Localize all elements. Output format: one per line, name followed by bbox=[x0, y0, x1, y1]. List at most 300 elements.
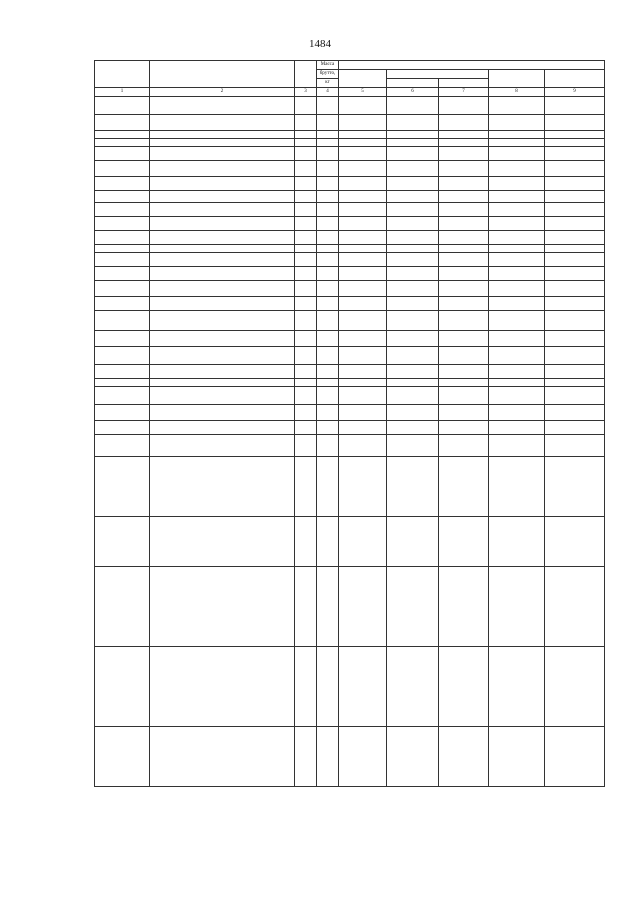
table-cell-current bbox=[339, 311, 387, 331]
table-cell-feb bbox=[439, 161, 489, 177]
table-cell-name bbox=[150, 267, 295, 281]
table-cell-feb bbox=[439, 245, 489, 253]
table-cell-q4 bbox=[545, 217, 605, 231]
table-row bbox=[95, 311, 605, 331]
table-cell-current bbox=[339, 253, 387, 267]
table-cell-code bbox=[95, 177, 150, 191]
table-cell-q3 bbox=[489, 379, 545, 387]
table-cell-code bbox=[95, 365, 150, 379]
column-number: 5 bbox=[339, 88, 387, 97]
table-cell-code bbox=[95, 147, 150, 161]
table-cell-current bbox=[339, 217, 387, 231]
table-cell-name bbox=[150, 727, 295, 787]
table-cell-mass bbox=[317, 727, 339, 787]
table-cell-unit bbox=[295, 231, 317, 245]
table-cell-code bbox=[95, 331, 150, 347]
table-cell-jan bbox=[387, 177, 439, 191]
table-cell-code bbox=[95, 139, 150, 147]
table-cell-code bbox=[95, 311, 150, 331]
table-cell-feb bbox=[439, 365, 489, 379]
table-cell-mass bbox=[317, 161, 339, 177]
table-cell-feb bbox=[439, 191, 489, 203]
table-cell-current bbox=[339, 245, 387, 253]
table-cell-jan bbox=[387, 331, 439, 347]
table-cell-q3 bbox=[489, 191, 545, 203]
table-cell-unit bbox=[295, 203, 317, 217]
table-cell-current bbox=[339, 457, 387, 517]
header-row-1 bbox=[95, 61, 605, 70]
table-cell-current bbox=[339, 191, 387, 203]
table-cell-name bbox=[150, 435, 295, 457]
table-cell-name bbox=[150, 281, 295, 297]
table-cell-feb bbox=[439, 347, 489, 365]
table-cell-unit bbox=[295, 161, 317, 177]
table-cell-name bbox=[150, 365, 295, 379]
table-cell-name bbox=[150, 253, 295, 267]
table-cell-q4 bbox=[545, 387, 605, 405]
table-row bbox=[95, 267, 605, 281]
table-cell-current bbox=[339, 421, 387, 435]
table-cell-mass bbox=[317, 347, 339, 365]
column-number: 4 bbox=[317, 88, 339, 97]
table-cell-unit bbox=[295, 421, 317, 435]
table-cell-jan bbox=[387, 379, 439, 387]
table-cell-jan bbox=[387, 281, 439, 297]
table-cell-q4 bbox=[545, 331, 605, 347]
table-cell-current bbox=[339, 131, 387, 139]
table-cell-mass bbox=[317, 435, 339, 457]
table-cell-mass bbox=[317, 115, 339, 131]
table-cell-unit bbox=[295, 365, 317, 379]
table-row bbox=[95, 517, 605, 567]
table-cell-current bbox=[339, 517, 387, 567]
table-cell-name bbox=[150, 191, 295, 203]
table-cell-unit bbox=[295, 647, 317, 727]
table-cell-q3 bbox=[489, 97, 545, 115]
table-cell-jan bbox=[387, 203, 439, 217]
table-cell-q4 bbox=[545, 435, 605, 457]
table-body bbox=[95, 97, 605, 787]
table-row bbox=[95, 231, 605, 245]
table-row bbox=[95, 405, 605, 421]
table-cell-feb bbox=[439, 457, 489, 517]
table-cell-q3 bbox=[489, 517, 545, 567]
table-cell-feb bbox=[439, 567, 489, 647]
table-cell-unit bbox=[295, 435, 317, 457]
table-row bbox=[95, 161, 605, 177]
table-cell-name bbox=[150, 97, 295, 115]
table-cell-q3 bbox=[489, 311, 545, 331]
table-cell-unit bbox=[295, 281, 317, 297]
header-current bbox=[339, 70, 387, 88]
table-cell-jan bbox=[387, 245, 439, 253]
table-cell-q4 bbox=[545, 97, 605, 115]
table-cell-q3 bbox=[489, 457, 545, 517]
table-cell-q4 bbox=[545, 177, 605, 191]
table-cell-feb bbox=[439, 131, 489, 139]
table-cell-code bbox=[95, 297, 150, 311]
table-cell-mass bbox=[317, 139, 339, 147]
table-cell-code bbox=[95, 245, 150, 253]
table-row bbox=[95, 727, 605, 787]
table-row bbox=[95, 191, 605, 203]
table-cell-feb bbox=[439, 217, 489, 231]
table-cell-q3 bbox=[489, 435, 545, 457]
table-cell-name bbox=[150, 245, 295, 253]
table-cell-q3 bbox=[489, 387, 545, 405]
table-cell-code bbox=[95, 191, 150, 203]
table-cell-q4 bbox=[545, 517, 605, 567]
table-row bbox=[95, 379, 605, 387]
table-cell-mass bbox=[317, 331, 339, 347]
table-cell-q4 bbox=[545, 311, 605, 331]
table-cell-code bbox=[95, 387, 150, 405]
table-cell-q4 bbox=[545, 231, 605, 245]
table-cell-jan bbox=[387, 267, 439, 281]
table-cell-q4 bbox=[545, 297, 605, 311]
table-row bbox=[95, 115, 605, 131]
table-row bbox=[95, 253, 605, 267]
table-cell-code bbox=[95, 267, 150, 281]
table-row bbox=[95, 177, 605, 191]
table-cell-name bbox=[150, 147, 295, 161]
table-cell-unit bbox=[295, 177, 317, 191]
table-cell-unit bbox=[295, 517, 317, 567]
table-cell-q4 bbox=[545, 365, 605, 379]
table-cell-q4 bbox=[545, 191, 605, 203]
column-number: 2 bbox=[150, 88, 295, 97]
table-cell-q3 bbox=[489, 131, 545, 139]
table-cell-name bbox=[150, 139, 295, 147]
table-cell-code bbox=[95, 97, 150, 115]
table-cell-q3 bbox=[489, 245, 545, 253]
column-number: 7 bbox=[439, 88, 489, 97]
table-cell-jan bbox=[387, 97, 439, 115]
table-cell-jan bbox=[387, 311, 439, 331]
table-cell-q3 bbox=[489, 347, 545, 365]
table-cell-feb bbox=[439, 97, 489, 115]
table-cell-q3 bbox=[489, 297, 545, 311]
table-cell-q3 bbox=[489, 253, 545, 267]
table-cell-unit bbox=[295, 191, 317, 203]
table-cell-feb bbox=[439, 405, 489, 421]
table-cell-unit bbox=[295, 267, 317, 281]
table-cell-feb bbox=[439, 647, 489, 727]
table-cell-q3 bbox=[489, 115, 545, 131]
table-cell-mass bbox=[317, 245, 339, 253]
table-cell-unit bbox=[295, 115, 317, 131]
page-number: 1484 bbox=[309, 38, 331, 50]
table-cell-unit bbox=[295, 253, 317, 267]
table-cell-code bbox=[95, 203, 150, 217]
table-cell-mass bbox=[317, 311, 339, 331]
table-cell-current bbox=[339, 365, 387, 379]
table-cell-feb bbox=[439, 435, 489, 457]
table-cell-q3 bbox=[489, 727, 545, 787]
table-cell-mass bbox=[317, 191, 339, 203]
table-cell-feb bbox=[439, 177, 489, 191]
table-row bbox=[95, 245, 605, 253]
table-cell-name bbox=[150, 457, 295, 517]
table-cell-jan bbox=[387, 253, 439, 267]
table-cell-q3 bbox=[489, 421, 545, 435]
table-cell-q3 bbox=[489, 217, 545, 231]
table-cell-mass bbox=[317, 97, 339, 115]
header-mass-top: Масса bbox=[317, 61, 339, 70]
table-cell-current bbox=[339, 267, 387, 281]
table-cell-feb bbox=[439, 147, 489, 161]
table-cell-feb bbox=[439, 297, 489, 311]
header-mass-mid: брутто, bbox=[317, 70, 339, 79]
table-cell-mass bbox=[317, 405, 339, 421]
table-cell-name bbox=[150, 347, 295, 365]
table-cell-jan bbox=[387, 231, 439, 245]
column-number: 8 bbox=[489, 88, 545, 97]
table-cell-q4 bbox=[545, 457, 605, 517]
table-cell-current bbox=[339, 177, 387, 191]
table-cell-unit bbox=[295, 405, 317, 421]
header-incl bbox=[387, 70, 489, 79]
table-row bbox=[95, 297, 605, 311]
table-cell-current bbox=[339, 331, 387, 347]
table-cell-name bbox=[150, 421, 295, 435]
table-cell-name bbox=[150, 331, 295, 347]
table-cell-q4 bbox=[545, 567, 605, 647]
table-cell-code bbox=[95, 161, 150, 177]
table-cell-unit bbox=[295, 331, 317, 347]
table-cell-name bbox=[150, 217, 295, 231]
table-cell-unit bbox=[295, 131, 317, 139]
table-row bbox=[95, 421, 605, 435]
table-cell-code bbox=[95, 647, 150, 727]
table-cell-mass bbox=[317, 267, 339, 281]
table-cell-feb bbox=[439, 727, 489, 787]
table-cell-q4 bbox=[545, 245, 605, 253]
header-name bbox=[150, 61, 295, 88]
table-cell-q4 bbox=[545, 379, 605, 387]
table-cell-q3 bbox=[489, 281, 545, 297]
table-cell-mass bbox=[317, 421, 339, 435]
table-cell-q4 bbox=[545, 267, 605, 281]
header-jan bbox=[387, 79, 439, 88]
table-cell-q4 bbox=[545, 405, 605, 421]
table-cell-code bbox=[95, 435, 150, 457]
table-cell-q4 bbox=[545, 161, 605, 177]
table-cell-jan bbox=[387, 647, 439, 727]
table-cell-q3 bbox=[489, 203, 545, 217]
table-cell-feb bbox=[439, 231, 489, 245]
table-cell-jan bbox=[387, 517, 439, 567]
header-price-group bbox=[339, 61, 605, 70]
table-cell-unit bbox=[295, 217, 317, 231]
column-number: 3 bbox=[295, 88, 317, 97]
header-feb bbox=[439, 79, 489, 88]
table-cell-unit bbox=[295, 567, 317, 647]
table-cell-mass bbox=[317, 203, 339, 217]
table-cell-name bbox=[150, 115, 295, 131]
table-cell-mass bbox=[317, 281, 339, 297]
table-cell-feb bbox=[439, 267, 489, 281]
table-cell-q4 bbox=[545, 253, 605, 267]
table-cell-current bbox=[339, 97, 387, 115]
table-cell-jan bbox=[387, 387, 439, 405]
table-cell-jan bbox=[387, 217, 439, 231]
table-cell-current bbox=[339, 115, 387, 131]
table-row bbox=[95, 217, 605, 231]
table-cell-name bbox=[150, 567, 295, 647]
table-cell-code bbox=[95, 379, 150, 387]
table-cell-jan bbox=[387, 147, 439, 161]
table-cell-code bbox=[95, 517, 150, 567]
table-cell-feb bbox=[439, 281, 489, 297]
table-cell-jan bbox=[387, 297, 439, 311]
table-cell-current bbox=[339, 647, 387, 727]
table-cell-current bbox=[339, 203, 387, 217]
table-cell-q3 bbox=[489, 177, 545, 191]
table-cell-code bbox=[95, 115, 150, 131]
table-cell-name bbox=[150, 203, 295, 217]
table-cell-mass bbox=[317, 567, 339, 647]
table-cell-mass bbox=[317, 365, 339, 379]
table-cell-jan bbox=[387, 567, 439, 647]
table-cell-q4 bbox=[545, 647, 605, 727]
table-cell-q4 bbox=[545, 139, 605, 147]
table-row bbox=[95, 567, 605, 647]
table-cell-q3 bbox=[489, 267, 545, 281]
header-unit bbox=[295, 61, 317, 88]
table-cell-jan bbox=[387, 405, 439, 421]
table-cell-jan bbox=[387, 191, 439, 203]
table-row bbox=[95, 139, 605, 147]
table-cell-q4 bbox=[545, 115, 605, 131]
table-cell-current bbox=[339, 405, 387, 421]
table-cell-q4 bbox=[545, 147, 605, 161]
table-cell-q4 bbox=[545, 727, 605, 787]
table-cell-jan bbox=[387, 139, 439, 147]
price-table bbox=[94, 60, 605, 787]
table-cell-name bbox=[150, 517, 295, 567]
table-row bbox=[95, 281, 605, 297]
table-cell-name bbox=[150, 387, 295, 405]
table-cell-current bbox=[339, 347, 387, 365]
table-cell-unit bbox=[295, 727, 317, 787]
column-number-row bbox=[95, 88, 605, 97]
column-number: 6 bbox=[387, 88, 439, 97]
table-cell-code bbox=[95, 405, 150, 421]
table-cell-unit bbox=[295, 457, 317, 517]
table-cell-code bbox=[95, 727, 150, 787]
table-cell-mass bbox=[317, 379, 339, 387]
table-cell-mass bbox=[317, 131, 339, 139]
table-cell-feb bbox=[439, 139, 489, 147]
table-cell-code bbox=[95, 347, 150, 365]
table-cell-feb bbox=[439, 421, 489, 435]
table-cell-mass bbox=[317, 231, 339, 245]
table-cell-jan bbox=[387, 457, 439, 517]
table-cell-code bbox=[95, 281, 150, 297]
table-row bbox=[95, 435, 605, 457]
table-cell-unit bbox=[295, 347, 317, 365]
table-cell-feb bbox=[439, 331, 489, 347]
table-row bbox=[95, 203, 605, 217]
table-cell-name bbox=[150, 131, 295, 139]
table-cell-unit bbox=[295, 379, 317, 387]
table-cell-current bbox=[339, 231, 387, 245]
table-cell-jan bbox=[387, 435, 439, 457]
table-cell-mass bbox=[317, 647, 339, 727]
table-cell-q3 bbox=[489, 567, 545, 647]
table-cell-name bbox=[150, 231, 295, 245]
table-cell-q3 bbox=[489, 231, 545, 245]
header-q4 bbox=[545, 70, 605, 88]
table-cell-current bbox=[339, 297, 387, 311]
table-row bbox=[95, 457, 605, 517]
table-cell-current bbox=[339, 387, 387, 405]
table-cell-feb bbox=[439, 517, 489, 567]
table-cell-feb bbox=[439, 379, 489, 387]
table-row bbox=[95, 387, 605, 405]
table-cell-name bbox=[150, 161, 295, 177]
table-row bbox=[95, 147, 605, 161]
table-row bbox=[95, 647, 605, 727]
table-cell-jan bbox=[387, 115, 439, 131]
table-cell-current bbox=[339, 567, 387, 647]
table-cell-q4 bbox=[545, 281, 605, 297]
table-row bbox=[95, 131, 605, 139]
table-cell-feb bbox=[439, 203, 489, 217]
table-cell-q3 bbox=[489, 139, 545, 147]
header-code bbox=[95, 61, 150, 88]
table-cell-unit bbox=[295, 245, 317, 253]
table-cell-jan bbox=[387, 131, 439, 139]
table-cell-unit bbox=[295, 311, 317, 331]
table-cell-q4 bbox=[545, 131, 605, 139]
table-cell-code bbox=[95, 567, 150, 647]
table-cell-q3 bbox=[489, 365, 545, 379]
table-cell-feb bbox=[439, 387, 489, 405]
table-cell-mass bbox=[317, 217, 339, 231]
table-cell-name bbox=[150, 379, 295, 387]
table-cell-name bbox=[150, 311, 295, 331]
table-cell-jan bbox=[387, 347, 439, 365]
table-cell-feb bbox=[439, 311, 489, 331]
header-q3 bbox=[489, 70, 545, 88]
table-cell-current bbox=[339, 139, 387, 147]
table-cell-code bbox=[95, 253, 150, 267]
table-cell-unit bbox=[295, 139, 317, 147]
table-cell-code bbox=[95, 217, 150, 231]
table-cell-code bbox=[95, 421, 150, 435]
table-cell-mass bbox=[317, 517, 339, 567]
table-cell-mass bbox=[317, 177, 339, 191]
table-cell-jan bbox=[387, 727, 439, 787]
table-cell-mass bbox=[317, 387, 339, 405]
table-cell-name bbox=[150, 647, 295, 727]
table-cell-current bbox=[339, 727, 387, 787]
table-cell-unit bbox=[295, 387, 317, 405]
table-cell-current bbox=[339, 435, 387, 457]
header-mass-bottom: кг bbox=[317, 79, 339, 88]
table-cell-current bbox=[339, 161, 387, 177]
table-cell-jan bbox=[387, 421, 439, 435]
table-cell-mass bbox=[317, 457, 339, 517]
table-row bbox=[95, 365, 605, 379]
table-row bbox=[95, 347, 605, 365]
table-cell-q3 bbox=[489, 405, 545, 421]
table-cell-current bbox=[339, 281, 387, 297]
table-cell-q4 bbox=[545, 421, 605, 435]
table-cell-mass bbox=[317, 147, 339, 161]
